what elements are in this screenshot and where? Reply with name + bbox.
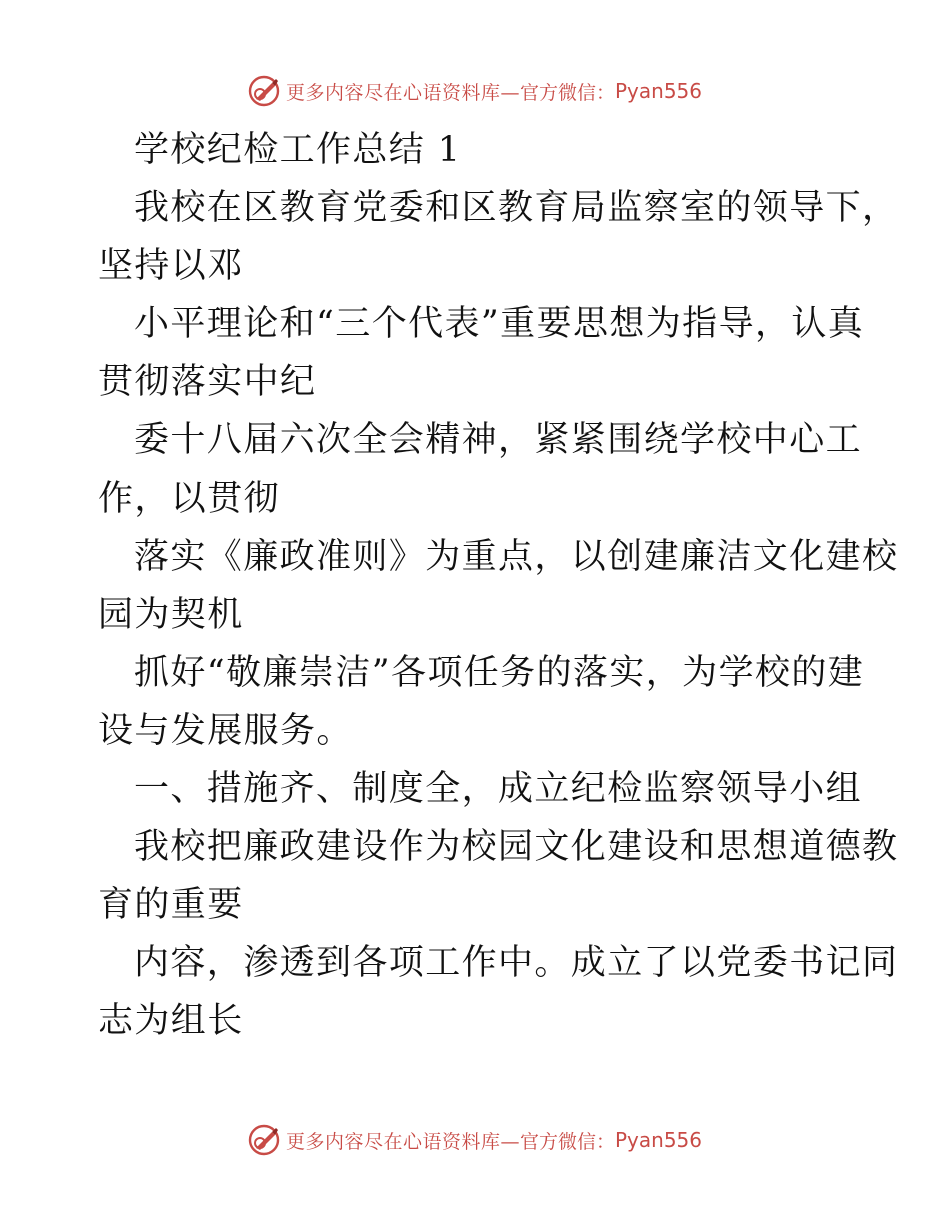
paragraph-line: 坚持以邓 xyxy=(98,246,244,287)
pen-logo-icon xyxy=(248,1124,280,1156)
banner-wechat-id: Pyan556 xyxy=(615,1128,703,1152)
paragraph-line: 委十八届六次全会精神，紧紧围绕学校中心工 xyxy=(134,420,863,461)
header-banner xyxy=(0,74,950,108)
paragraph-line: 志为组长 xyxy=(98,1001,244,1042)
banner-wechat-id: Pyan556 xyxy=(615,79,703,103)
paragraph-line: 设与发展服务。 xyxy=(98,710,353,751)
document-body xyxy=(98,121,899,1051)
paragraph-line: 贯彻落实中纪 xyxy=(98,362,317,403)
banner-wechat-label: 官方微信： xyxy=(519,1130,615,1153)
paragraph-line: 作，以贯彻 xyxy=(98,478,281,519)
banner-promo-text: 更多内容尽在心语资料库— xyxy=(285,1130,520,1153)
paragraph-line: 抓好“敬廉崇洁”各项任务的落实，为学校的建 xyxy=(134,652,865,693)
paragraph-line: 我校在区教育党委和区教育局监察室的领导下， xyxy=(134,188,899,229)
paragraph-line: 小平理论和“三个代表”重要思想为指导，认真 xyxy=(134,304,865,345)
paragraph-line: 育的重要 xyxy=(98,885,244,926)
paragraph-line: 园为契机 xyxy=(98,594,244,635)
banner-promo-text: 更多内容尽在心语资料库— xyxy=(285,81,520,104)
section-heading: 一、措施齐、制度全，成立纪检监察领导小组 xyxy=(134,769,863,810)
document-title: 学校纪检工作总结 1 xyxy=(134,130,462,170)
paragraph-line: 落实《廉政准则》为重点，以创建廉洁文化建校 xyxy=(134,536,899,577)
pen-logo-icon xyxy=(248,75,280,107)
paragraph-line: 我校把廉政建设作为校园文化建设和思想道德教 xyxy=(134,827,899,868)
banner-wechat-label: 官方微信： xyxy=(519,81,615,104)
footer-banner xyxy=(0,1123,950,1157)
paragraph-line: 内容，渗透到各项工作中。成立了以党委书记同 xyxy=(134,943,899,984)
